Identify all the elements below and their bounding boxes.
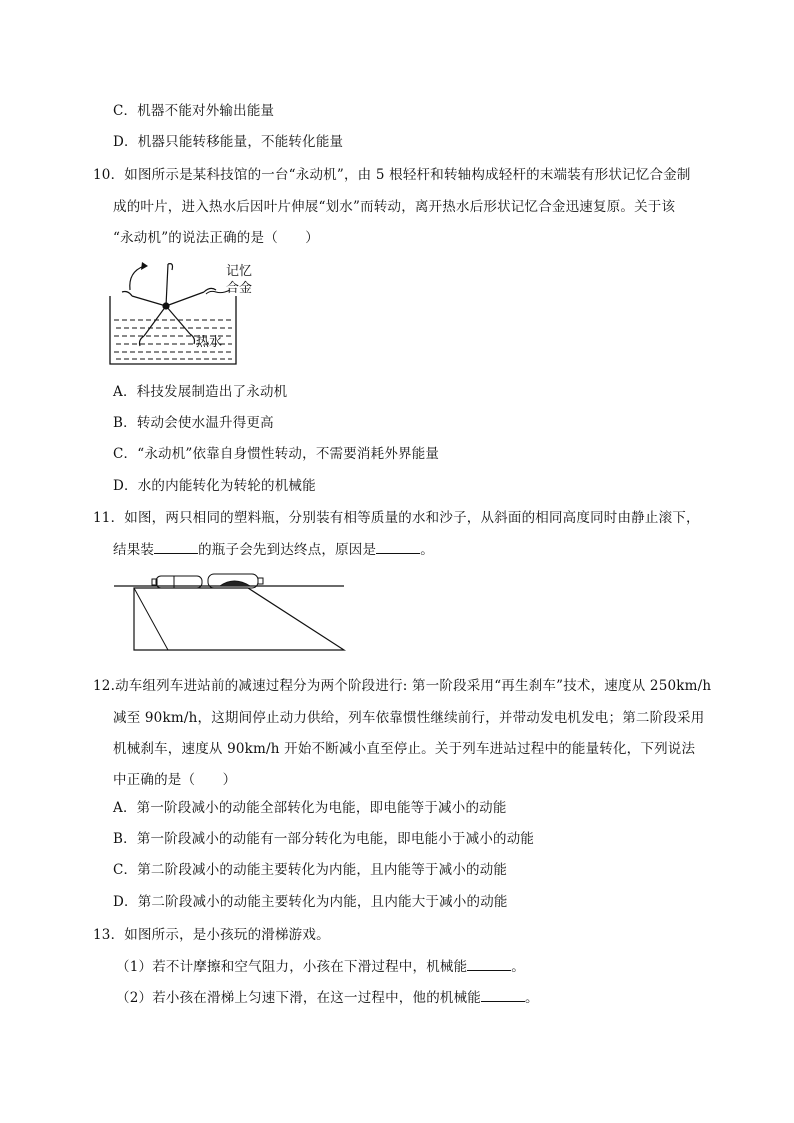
label-alloy-line-1: 记忆 xyxy=(226,264,253,279)
q13-part-2-text: （2）若小孩在滑梯上匀速下滑，在这一过程中，他的机械能 xyxy=(116,990,481,1006)
q13-part-2-end: 。 xyxy=(525,990,539,1006)
q12-stem-line-4: 中正确的是（ ） xyxy=(113,772,237,788)
q12-stem-line-3: 机械刹车，速度从 90km/h 开始不断减小直至停止。关于列车进站过程中的能量转化，下列说法 xyxy=(113,741,696,757)
q11-stem-part-1: 结果装 xyxy=(113,542,155,558)
tank-outline xyxy=(110,296,236,364)
q13-part-1 xyxy=(116,956,525,977)
q13-part-1-text: （1）若不计摩擦和空气阻力，小孩在下滑过程中，机械能 xyxy=(116,959,468,975)
q10-stem-line-2: 成的叶片，进入热水后因叶片伸展“划水”而转动，离开热水后形状记忆合金迅速复原。关于该 xyxy=(113,199,676,215)
q9-option-c: C．机器不能对外输出能量 xyxy=(113,103,275,119)
q11-stem-part-3: 。 xyxy=(420,542,434,558)
q9-option-d: D．机器只能转移能量，不能转化能量 xyxy=(113,134,344,150)
slope-block xyxy=(134,588,344,650)
q10-stem-line-1: 10．如图所示是某科技馆的一台“永动机”，由 5 根轻杆和转轴构成轻杆的末端装有形状记忆合金制 xyxy=(93,167,691,183)
q10-option-d: D．水的内能转化为转轮的机械能 xyxy=(113,478,316,494)
q12-option-b: B．第一阶段减小的动能有一部分转化为电能，即电能小于减小的动能 xyxy=(113,831,535,847)
q11-stem-part-2: 的瓶子会先到达终点，原因是 xyxy=(198,542,377,558)
q11-blank-2 xyxy=(376,539,420,554)
q10-option-b: B．转动会使水温升得更高 xyxy=(113,415,274,431)
slope-front-edge xyxy=(134,588,168,650)
q11-stem-line-1: 11．如图，两只相同的塑料瓶，分别装有相等质量的水和沙子，从斜面的相同高度同时由静止滚下， xyxy=(93,510,700,526)
label-alloy-line-2: 合金 xyxy=(226,281,253,296)
q10-stem-line-3: “永动机”的说法正确的是（ ） xyxy=(113,230,320,246)
q13-blank-2 xyxy=(481,987,525,1002)
q11-blank-1 xyxy=(154,539,198,554)
q13-part-2 xyxy=(116,987,539,1008)
perpetual-motion-figure xyxy=(108,256,268,368)
q10-option-a: A．科技发展制造出了永动机 xyxy=(113,384,288,400)
q12-option-d: D．第二阶段减小的动能主要转化为内能，且内能大于减小的动能 xyxy=(113,894,508,910)
q13-blank-1 xyxy=(467,956,511,971)
wheel xyxy=(122,264,216,346)
q12-option-c: C．第二阶段减小的动能主要转化为内能，且内能等于减小的动能 xyxy=(113,862,508,878)
rotation-arrow-icon xyxy=(130,262,148,290)
q12-stem-line-2: 减至 90km/h，这期间停止动力供给，列车依靠惯性继续前行，并带动发电机发电；第二阶段采用 xyxy=(113,710,705,726)
label-hot-water: 热水 xyxy=(196,335,223,350)
q13-stem: 13．如图所示，是小孩玩的滑梯游戏。 xyxy=(93,927,330,943)
q12-option-a: A．第一阶段减小的动能全部转化为电能，即电能等于减小的动能 xyxy=(113,800,507,816)
q10-option-c: C．“永动机”依靠自身惯性转动，不需要消耗外界能量 xyxy=(113,446,440,462)
q12-stem-line-1: 12.动车组列车进站前的减速过程分为两个阶段进行: 第一阶段采用“再生刹车”技术，速度从 250km/h xyxy=(93,678,712,694)
q13-part-1-end: 。 xyxy=(511,959,525,975)
q11-stem-line-2 xyxy=(113,539,434,560)
slope-figure xyxy=(112,566,352,656)
